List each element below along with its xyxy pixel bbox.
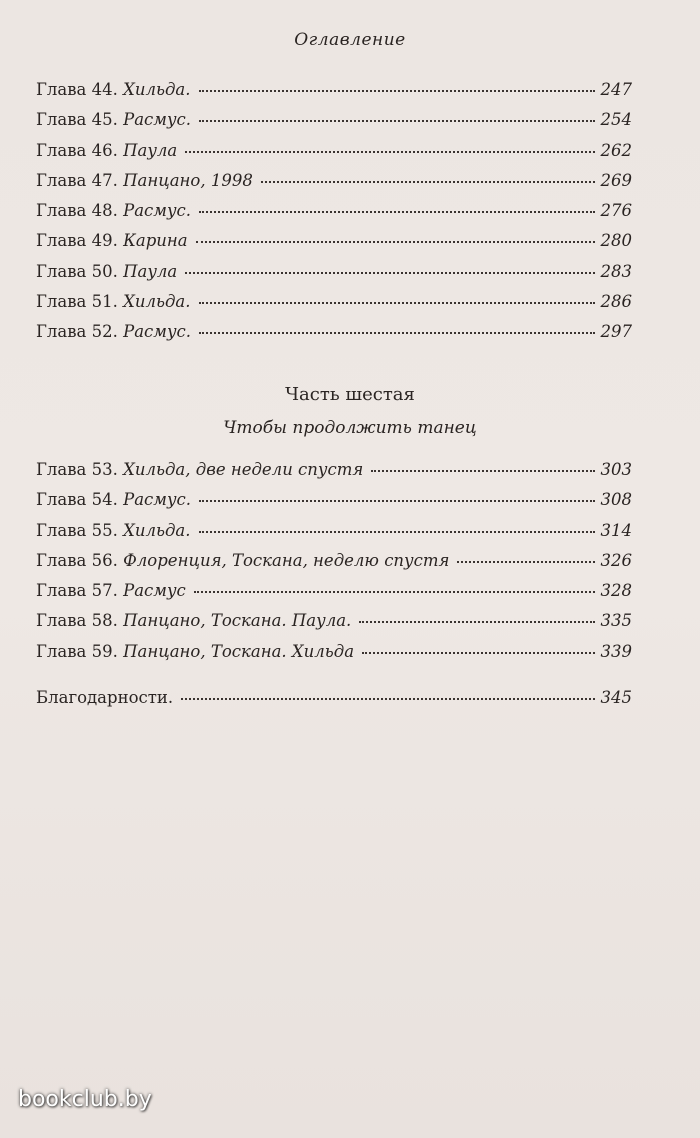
toc-entry	[36, 171, 632, 201]
page-number: 254	[600, 110, 632, 130]
toc-entry	[36, 80, 632, 110]
chapter-title: Хильда, две недели спустя	[123, 460, 364, 479]
dot-leader	[457, 560, 594, 563]
toc-entry	[36, 262, 632, 292]
toc-entry	[36, 581, 632, 611]
dot-leader	[181, 697, 594, 700]
chapter-label: Глава 59.	[36, 641, 118, 661]
dot-leader	[199, 331, 594, 334]
chapter-label: Глава 54.	[36, 490, 118, 510]
chapter-title: Хильда.	[123, 292, 191, 312]
toc-entry	[36, 201, 632, 231]
chapter-label: Глава 55.	[36, 520, 118, 540]
dot-leader	[199, 530, 595, 533]
section-title: Часть шестая	[285, 384, 415, 405]
chapter-title: Расмус.	[123, 322, 192, 342]
toc-entry	[36, 292, 632, 322]
chapter-label: Глава 52.	[36, 322, 118, 342]
toc-entry	[36, 611, 632, 641]
toc-acknowledgements	[36, 688, 632, 718]
dot-leader	[261, 180, 595, 183]
page-number: 286	[600, 292, 632, 312]
dot-leader	[194, 590, 595, 593]
page-number: 314	[600, 520, 632, 540]
chapter-title: Расмус.	[123, 110, 192, 130]
chapter-title: Расмус.	[123, 490, 192, 510]
chapter-title: Панцано, Тоскана. Хильда	[123, 641, 355, 661]
chapter-title: Расмус.	[123, 201, 192, 221]
toc-entry	[36, 521, 632, 551]
page-number: 303	[600, 460, 632, 479]
dot-leader	[185, 271, 594, 274]
page-number: 280	[600, 231, 632, 251]
chapter-title: Паула	[123, 140, 178, 160]
toc-entry	[36, 110, 632, 140]
page-number: 335	[600, 611, 632, 631]
dot-leader	[199, 301, 595, 304]
page-number: 345	[600, 688, 632, 707]
page-number: 326	[600, 550, 632, 570]
toc-part-1	[36, 80, 632, 353]
toc-part-2	[36, 460, 632, 672]
page-number: 308	[600, 490, 632, 510]
chapter-label: Глава 45.	[36, 110, 118, 130]
page-number: 276	[600, 201, 632, 221]
acknowledgements-label: Благодарности.	[36, 688, 174, 707]
toc-entry	[36, 642, 632, 672]
chapter-label: Глава 56.	[36, 550, 118, 570]
page-number: 247	[600, 80, 632, 99]
chapter-label: Глава 49.	[36, 231, 118, 251]
page-number: 339	[600, 641, 632, 661]
dot-leader	[199, 499, 594, 502]
dot-leader	[199, 210, 594, 213]
chapter-label: Глава 44.	[36, 80, 118, 99]
chapter-label: Глава 58.	[36, 611, 118, 631]
toc-entry	[36, 551, 632, 581]
watermark-text: bookclub.by	[18, 1087, 152, 1112]
toc-entry	[36, 490, 632, 520]
page-number: 269	[600, 170, 632, 190]
toc-entry	[36, 141, 632, 171]
chapter-title: Хильда.	[123, 80, 191, 99]
page-number: 297	[600, 322, 632, 342]
toc-entry	[36, 688, 632, 718]
chapter-label: Глава 48.	[36, 201, 118, 221]
dot-leader	[185, 150, 594, 153]
dot-leader	[359, 620, 594, 623]
dot-leader	[362, 651, 594, 654]
page-number: 283	[600, 261, 632, 281]
chapter-title: Расмус	[123, 581, 186, 601]
chapter-title: Хильда.	[123, 520, 191, 540]
chapter-label: Глава 57.	[36, 581, 118, 601]
chapter-title: Карина	[123, 231, 188, 251]
chapter-title: Паула	[123, 261, 178, 281]
dot-leader	[371, 469, 594, 472]
chapter-title: Панцано, 1998	[123, 170, 253, 190]
page-number: 328	[600, 581, 632, 601]
chapter-label: Глава 51.	[36, 292, 118, 312]
dot-leader	[199, 119, 594, 122]
chapter-label: Глава 47.	[36, 170, 118, 190]
dot-leader	[199, 89, 595, 92]
toc-entry	[36, 231, 632, 261]
toc-entry	[36, 460, 632, 490]
section-subtitle: Чтобы продолжить танец	[223, 418, 477, 438]
chapter-title: Панцано, Тоскана. Паула.	[123, 611, 352, 631]
chapter-label: Глава 50.	[36, 261, 118, 281]
toc-entry	[36, 322, 632, 352]
page-header: Оглавление	[294, 30, 406, 50]
dot-leader	[196, 240, 595, 243]
chapter-label: Глава 53.	[36, 460, 118, 479]
chapter-title: Флоренция, Тоскана, неделю спустя	[123, 550, 450, 570]
chapter-label: Глава 46.	[36, 140, 118, 160]
page-number: 262	[600, 140, 632, 160]
